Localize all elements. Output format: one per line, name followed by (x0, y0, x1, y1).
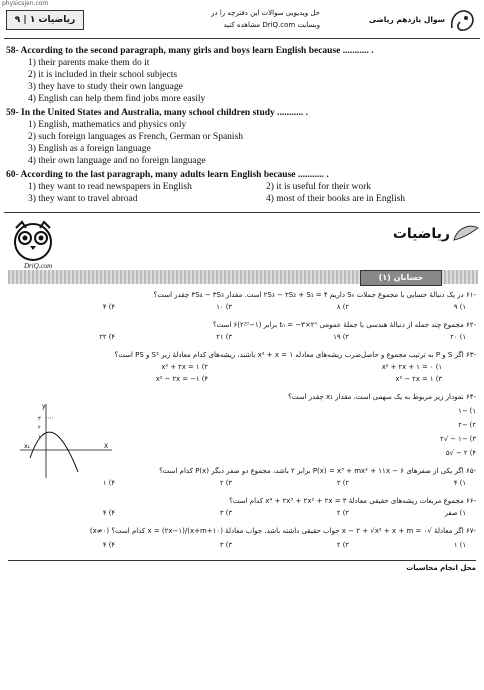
question-63: -۶۳ اگر S و P به ترتیب مجموع و حاصل‌ضرب ریشه‌های معادله x² + x = ۱ باشند، ریشه‌های کدام معادلهٔ زیر S² و PS است؟ (114, 351, 476, 359)
q65-option-2: ۲) ۳ (336, 479, 349, 487)
graph-tick-1: ۱ (38, 434, 41, 440)
q61-options (8, 302, 476, 312)
question-58: 58- According to the second paragraph, many girls and boys learn English because ........... . (6, 46, 374, 56)
q59-option-4: 4) their own language and no foreign language (28, 156, 206, 166)
q63-options-row-1 (8, 362, 476, 372)
header-note-1: حل ویدیویی سوالات این دفترچه را در (211, 9, 320, 17)
q59-option-2: 2) such foreign languages as French, German or Spanish (28, 132, 244, 142)
q64-option-3: ۳) −۱ − √۲ (440, 435, 476, 443)
section-band-label: حسابان (۱) (360, 270, 442, 286)
question-61: -۶۱ در یک دنبالهٔ حسابی با مجموع جملات Sₙ داریم ۴ = ۲S₃ − ۲S₂ + S₁ است. مقدار ۴S₄ − ۳S₃ چقدر است؟ (153, 291, 476, 299)
q65-options (8, 478, 476, 488)
q62-option-4: ۴) ۲۲ (99, 333, 115, 341)
graph-x1-label: x₁ (24, 443, 30, 450)
graph-x-label: X (104, 443, 109, 450)
q66-options (8, 508, 476, 518)
question-59: 59- In the United States and Australia, many school children study ........... . (6, 108, 309, 118)
section-title: ریاضیات (392, 226, 450, 242)
q58-option-2: 2) it is included in their school subjects (28, 70, 178, 80)
q61-option-4: ۴) ۴ (102, 303, 115, 311)
q67-option-2: ۲) ۲ (336, 541, 349, 549)
q67-option-1: ۱) ۱ (453, 541, 466, 549)
q64-option-4: ۴) ۲ − √۵ (445, 449, 476, 457)
page-url: physicsjen.com (2, 0, 49, 7)
q63-option-2: ۲) x² + ۲x = ۱ (161, 363, 208, 371)
q61-option-3: ۳) ۱۰ (216, 303, 232, 311)
q67-option-3: ۳) ۳ (219, 541, 232, 549)
q61-option-1: ۱) ۹ (453, 303, 466, 311)
q60-option-4: 4) most of their books are in English (266, 194, 406, 204)
q65-option-4: ۴) ۱ (102, 479, 115, 487)
q58-option-3: 3) they have to study their own language (28, 82, 183, 92)
q65-option-3: ۳) ۲ (219, 479, 232, 487)
q60-option-3: 3) they want to travel abroad (28, 194, 138, 204)
q66-option-4: ۴) ۴ (102, 509, 115, 517)
q67-options (8, 540, 476, 550)
header-title: سوال یازدهم ریاضی (368, 15, 445, 24)
question-66: -۶۶ مجموع مربعات ریشه‌های حقیقی معادلهٔ x⁴ + ۲x³ + ۲x² + ۲x = ۳ کدام است؟ (229, 497, 476, 505)
q63-option-1: ۱) x² + ۲x + ۱ = ۰ (381, 363, 442, 371)
footer-divider (8, 560, 476, 561)
question-60: 60- According to the last paragraph, many adults learn English because ........... . (6, 170, 329, 180)
q62-options (8, 332, 476, 342)
q59-option-3: 3) English as a foreign language (28, 144, 151, 154)
q62-option-1: ۱) ۲۰ (450, 333, 466, 341)
q60-options-row-2 (6, 194, 484, 205)
q67-option-4: ۴) ۴ (102, 541, 115, 549)
q58-option-1: 1) their parents make them do it (28, 58, 150, 68)
q62-option-3: ۳) ۲۱ (216, 333, 232, 341)
q61-option-2: ۲) ۸ (336, 303, 349, 311)
q58-option-4: 4) English can help them find jobs more easily (28, 94, 206, 104)
q64-option-2: ۲) −۲ (458, 421, 476, 429)
question-62: -۶۲ مجموع چند جمله از دنبالهٔ هندسی با جملهٔ عمومی tₙ = −۳×۲ⁿ برابر (۱−۲⁲⁰)۶ است؟ (212, 321, 476, 329)
q63-options-row-2 (8, 374, 476, 384)
header-note-2: وبسایت DriQ.com مشاهده کنید (223, 21, 320, 29)
graph-tick-2: ۲ (38, 425, 41, 431)
driq-brand: DriQ.com (24, 262, 53, 270)
leaf-ornament-icon (452, 222, 480, 244)
subject-box: ریاضیات ۱ | ۹ (6, 10, 84, 30)
q59-option-1: 1) English, mathematics and physics only (28, 120, 187, 130)
question-67: -۶۷ اگر معادلهٔ √x − ۲ + √x² + x + m = ۰ جواب حقیقی داشته باشد، جواب معادلهٔ x = (۲x−۱)/(x+m+۱۰) کدام است؟ (x≠۰) (89, 527, 476, 535)
q60-options-row-1 (6, 182, 484, 193)
graph-tick-3: ۳ (38, 416, 41, 422)
header-divider (4, 38, 480, 39)
brand-logo-icon (448, 6, 478, 34)
q63-option-3: ۳) x² − ۲x = ۱ (395, 375, 442, 383)
owl-logo-icon (10, 218, 56, 262)
q63-option-4: ۴) x² − ۲x = −۱ (155, 375, 208, 383)
q62-option-2: ۲) ۱۹ (333, 333, 349, 341)
q64-option-1: ۱) −۱ (458, 407, 476, 415)
q60-option-2: 2) it is useful for their work (266, 182, 372, 192)
scratch-area-label: محل انجام محاسبات (406, 564, 476, 572)
q65-option-1: ۱) ۴ (453, 479, 466, 487)
question-64: -۶۴ نمودار زیر مربوط به یک سهمی است، مقدار x₁ چقدر است؟ (288, 393, 476, 401)
q60-option-1: 1) they want to read newspapers in English (28, 182, 192, 192)
section-divider (4, 212, 480, 213)
q66-option-3: ۳) ۳ (219, 509, 232, 517)
q66-option-1: ۱) صفر (444, 509, 466, 517)
question-65: -۶۵ اگر یکی از صفرهای P(x) = x³ + mx² + ۱۱x − ۶ برابر ۲ باشد، مجموع دو صفر دیگر P(x) کدام است؟ (159, 467, 476, 475)
q66-option-2: ۲) ۲ (336, 509, 349, 517)
graph-y-label: y (42, 403, 46, 410)
